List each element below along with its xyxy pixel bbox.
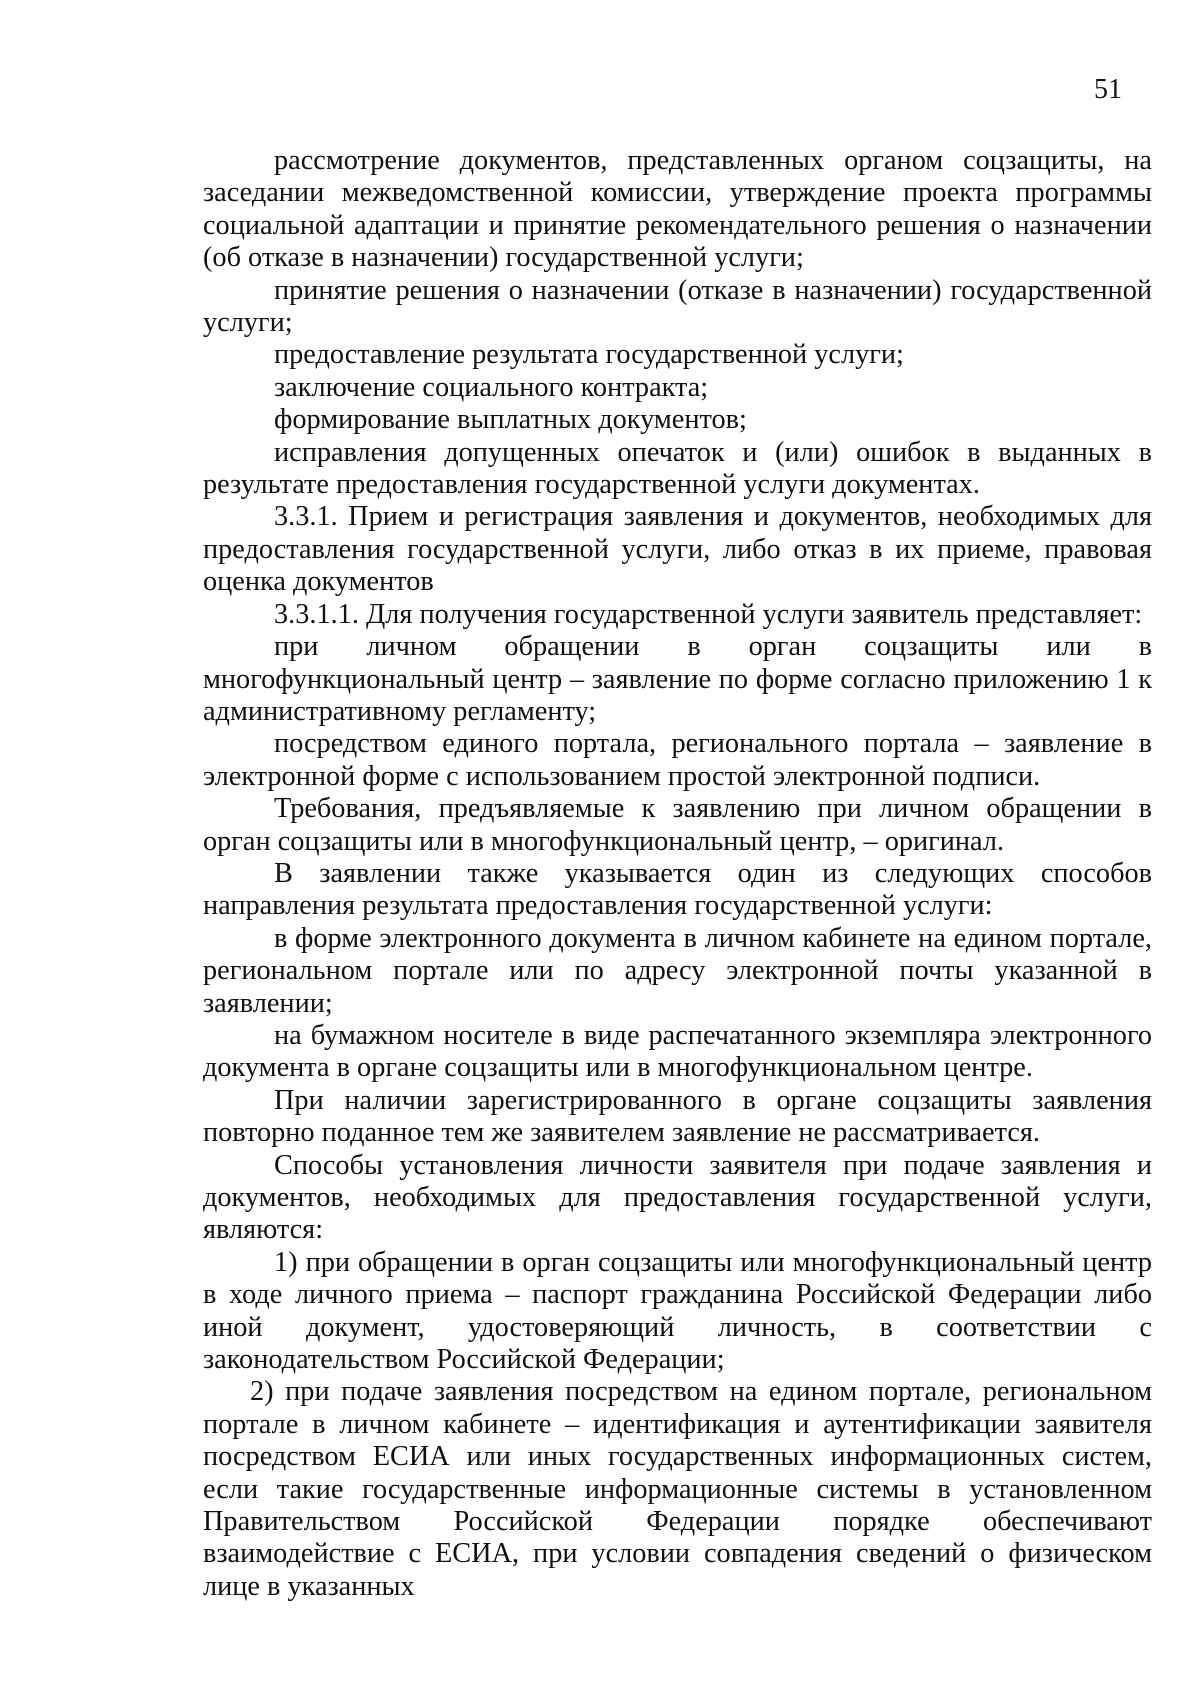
paragraph: формирование выплатных документов; — [274, 404, 747, 436]
paragraph: предоставление результата государственной услуги; — [274, 339, 904, 371]
page-number: 51 — [1094, 74, 1122, 105]
paragraph: посредством единого портала, регионального портала – заявление в электронной форме с использованием простой электронной подписи. — [203, 728, 1152, 792]
paragraph: В заявлении также указывается один из следующих способов направления результата предоставления государственной услуги: — [203, 857, 1152, 922]
paragraph: заключение социального контракта; — [274, 371, 709, 403]
paragraph: при личном обращении в орган соцзащиты или в многофункциональный центр – заявление по форме согласно приложению 1 к административному регламенту; — [203, 631, 1152, 727]
paragraph: принятие решения о назначении (отказе в назначении) государственной услуги; — [203, 274, 1152, 339]
section-heading: 3.3.1. Прием и регистрация заявления и документов, необходимых для предоставления государственной услуги, либо отказ в их приеме, правовая оценка документов — [203, 501, 1152, 598]
paragraph: При наличии зарегистрированного в органе соцзащиты заявления повторно поданное тем же заявителем заявление не рассматривается. — [203, 1084, 1152, 1149]
paragraph: Способы установления личности заявителя при подаче заявления и документов, необходимых для предоставления государственной услуги, являются: — [203, 1149, 1152, 1246]
paragraph: исправления допущенных опечаток и (или) ошибок в выданных в результате предоставления государственной услуги документах. — [203, 436, 1152, 501]
list-item: 1) при обращении в орган соцзащиты или многофункциональный центр в ходе личного приема – паспорт гражданина Российской Федерации либо иной документ, удостоверяющий личность, в соответствии с законодательством Российской Федерации; — [203, 1246, 1152, 1376]
paragraph: рассмотрение документов, представленных органом соцзащиты, на заседании межведомственной комиссии, утверждение проекта программы социальной адаптации и принятие рекомендательного решения о назначении (об отказе в назначении) государственной услуги; — [203, 145, 1152, 274]
list-item: 2) при подаче заявления посредством на едином портале, региональном портале в личном кабинете – идентификация и аутентификации заявителя посредством ЕСИА или иных государственных информационных систем, если такие государственные информационные системы в установленном Правительством Российской Федерации порядке обеспечивают взаимодействие с ЕСИА, при условии совпадения сведений о физическом лице в указанных — [203, 1376, 1152, 1602]
paragraph: 3.3.1.1. Для получения государственной услуги заявитель представляет: — [274, 598, 1143, 630]
paragraph: в форме электронного документа в личном кабинете на едином портале, региональном портале или по адресу электронной почты указанной в заявлении; — [203, 922, 1152, 1019]
paragraph: Требования, предъявляемые к заявлению при личном обращении в орган соцзащиты или в многофункциональный центр, – оригинал. — [203, 793, 1152, 857]
paragraph: на бумажном носителе в виде распечатанного экземпляра электронного документа в органе соцзащиты или в многофункциональном центре. — [203, 1019, 1152, 1084]
document-body — [203, 145, 1152, 1603]
